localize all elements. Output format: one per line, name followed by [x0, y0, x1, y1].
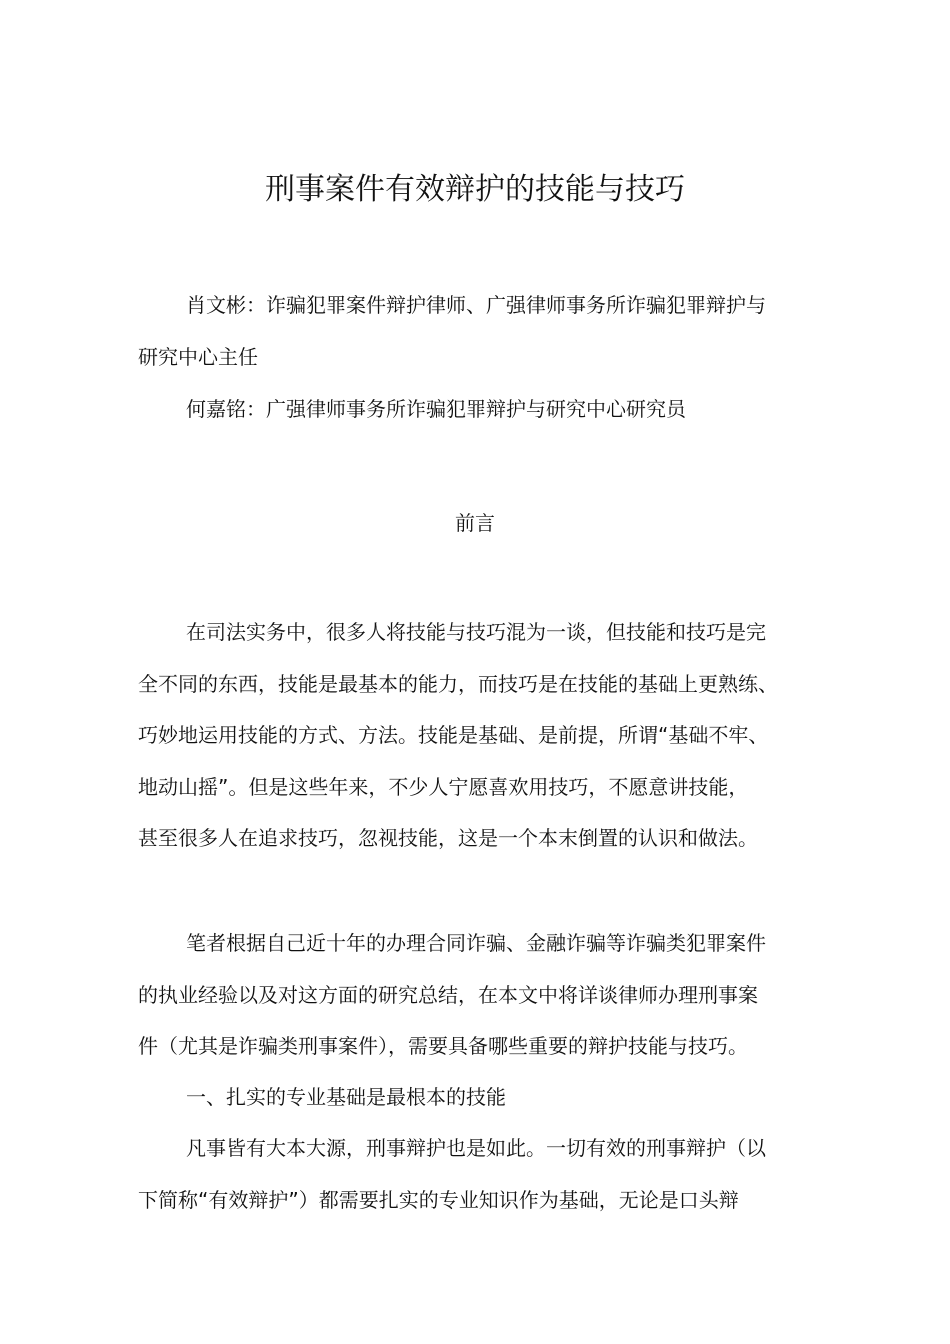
section-heading-text: 一、扎实的专业基础是最根本的技能	[186, 1085, 506, 1109]
paragraph-line: 地动山摇”。但是这些年来，不少人宁愿喜欢用技巧，不愿意讲技能，	[138, 774, 749, 799]
author-line-1: 肖文彬：诈骗犯罪案件辩护律师、广强律师事务所诈骗犯罪辩护与	[186, 293, 766, 317]
author-line-xiao	[138, 280, 828, 383]
paragraph-line: 下简称“有效辩护”）都需要扎实的专业知识作为基础，无论是口头辩	[138, 1187, 739, 1212]
paragraph-2	[138, 918, 828, 1073]
paragraph-line: 全不同的东西，技能是最基本的能力，而技巧是在技能的基础上更熟练、	[138, 671, 778, 696]
author-line-he	[138, 384, 828, 436]
paragraph-line: 件（尤其是诈骗类刑事案件），需要具备哪些重要的辩护技能与技巧。	[138, 1034, 748, 1058]
paragraph-line: 的执业经验以及对这方面的研究总结，在本文中将详谈律师办理刑事案	[138, 982, 758, 1007]
paragraph-1	[138, 607, 828, 865]
paragraph-line: 在司法实务中，很多人将技能与技巧混为一谈，但技能和技巧是完	[186, 620, 766, 644]
document-title: 刑事案件有效辩护的技能与技巧	[265, 172, 685, 207]
paragraph-line: 凡事皆有大本大源，刑事辩护也是如此。一切有效的刑事辩护（以	[186, 1136, 766, 1160]
paragraph-line: 甚至很多人在追求技巧，忽视技能，这是一个本末倒置的认识和做法。	[138, 826, 758, 850]
author-line-3: 何嘉铭：广强律师事务所诈骗犯罪辩护与研究中心研究员	[186, 397, 686, 421]
paragraph-line: 笔者根据自己近十年的办理合同诈骗、金融诈骗等诈骗类犯罪案件	[186, 931, 766, 955]
section-paragraph	[138, 1123, 828, 1226]
preface-heading: 前言	[455, 511, 495, 535]
section-heading	[138, 1072, 828, 1124]
paragraph-line: 巧妙地运用技能的方式、方法。技能是基础、是前提，所谓“基础不牢、	[138, 723, 769, 747]
author-line-2: 研究中心主任	[138, 344, 258, 369]
